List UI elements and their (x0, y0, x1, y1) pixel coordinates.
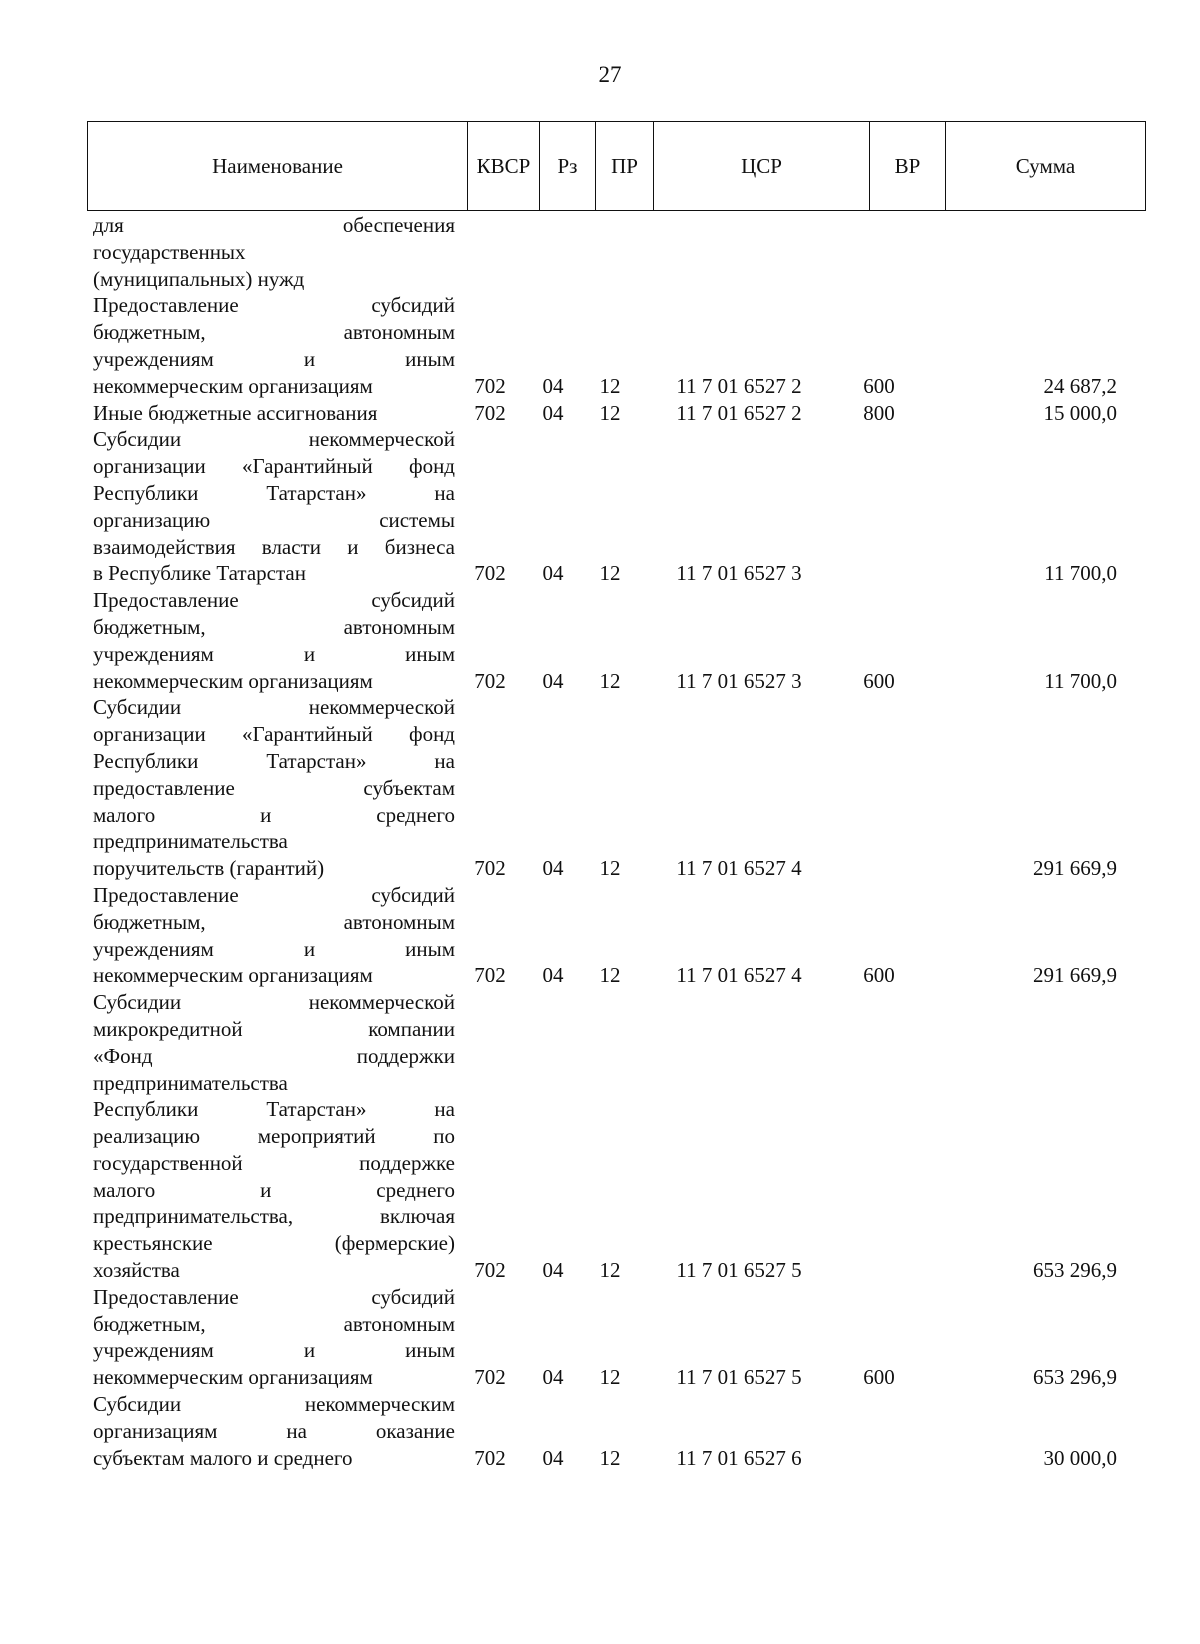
header-csr: ЦСР (654, 122, 870, 211)
page-number: 27 (598, 62, 622, 87)
header-rz: Рз (540, 122, 596, 211)
table-body (93, 212, 1153, 1471)
row-name-line: Предоставление субсидий (93, 293, 455, 318)
row-name-line: Субсидии некоммерческим (93, 1392, 455, 1417)
vr-cell: 600 (863, 668, 895, 693)
row-name-line: учреждениям и иным (93, 936, 455, 961)
pr-cell: 12 (599, 373, 621, 398)
rz-cell: 04 (542, 668, 564, 693)
table-row (93, 212, 1153, 292)
row-name-line: предоставление субъектам (93, 775, 455, 800)
row-name-line: некоммерческим организациям (93, 373, 373, 398)
row-name (93, 694, 455, 882)
csr-cell: 11 7 01 6527 3 (676, 561, 802, 586)
sum-cell: 11 700,0 (1044, 668, 1117, 693)
header-pr: ПР (596, 122, 654, 211)
pr-cell: 12 (599, 1365, 621, 1390)
row-name-line: бюджетным, автономным (93, 320, 455, 345)
kvsr-cell: 702 (474, 373, 506, 398)
sum-cell: 291 669,9 (1033, 856, 1117, 881)
rz-cell: 04 (542, 1258, 564, 1283)
row-name-line: хозяйства (93, 1258, 180, 1283)
row-name-line: некоммерческим организациям (93, 1365, 373, 1390)
header-kvsr: КВСР (468, 122, 540, 211)
row-name-line: некоммерческим организациям (93, 963, 373, 988)
row-name-line: организациям на оказание (93, 1418, 455, 1443)
row-name-line: Республики Татарстан» на (93, 480, 455, 505)
sum-cell: 653 296,9 (1033, 1365, 1117, 1390)
row-name-line: предпринимательства, включая (93, 1204, 455, 1229)
rz-cell: 04 (542, 856, 564, 881)
header-sum: Сумма (946, 122, 1146, 211)
row-name-line: организации «Гарантийный фонд (93, 454, 455, 479)
table-row (93, 587, 1153, 694)
row-name-line: Субсидии некоммерческой (93, 427, 455, 452)
row-name (93, 292, 455, 399)
table-row (93, 989, 1153, 1284)
row-name-line: государственных (93, 239, 246, 264)
vr-cell: 600 (863, 1365, 895, 1390)
rz-cell: 04 (542, 1365, 564, 1390)
row-name-line: некоммерческим организациям (93, 668, 373, 693)
sum-cell: 15 000,0 (1043, 400, 1117, 425)
table-row (93, 882, 1153, 989)
csr-cell: 11 7 01 6527 4 (676, 963, 802, 988)
kvsr-cell: 702 (474, 668, 506, 693)
row-name-line: крестьянские (фермерские) (93, 1231, 455, 1256)
row-name-line: учреждениям и иным (93, 641, 455, 666)
table-row (93, 292, 1153, 399)
row-name (93, 1391, 455, 1471)
row-name (93, 587, 455, 694)
kvsr-cell: 702 (474, 1445, 506, 1470)
sum-cell: 30 000,0 (1043, 1445, 1117, 1470)
row-name-line: Иные бюджетные ассигнования (93, 400, 378, 425)
row-name-line: реализацию мероприятий по (93, 1124, 455, 1149)
header-vr: ВР (870, 122, 946, 211)
sum-cell: 24 687,2 (1043, 373, 1117, 398)
row-name-line: субъектам малого и среднего (93, 1445, 353, 1470)
pr-cell: 12 (599, 1445, 621, 1470)
pr-cell: 12 (599, 561, 621, 586)
row-name-line: организации «Гарантийный фонд (93, 722, 455, 747)
sum-cell: 11 700,0 (1044, 561, 1117, 586)
row-name-line: предпринимательства (93, 829, 288, 854)
row-name-line: бюджетным, автономным (93, 909, 455, 934)
sum-cell: 291 669,9 (1033, 963, 1117, 988)
csr-cell: 11 7 01 6527 6 (676, 1445, 802, 1470)
table-row (93, 400, 1153, 427)
row-name-line: государственной поддержке (93, 1150, 455, 1175)
row-name (93, 1284, 455, 1391)
pr-cell: 12 (599, 856, 621, 881)
row-name-line: Предоставление субсидий (93, 1284, 455, 1309)
row-name-line: взаимодействия власти и бизнеса (93, 534, 455, 559)
row-name-line: микрокредитной компании (93, 1016, 455, 1041)
row-name-line: малого и среднего (93, 802, 455, 827)
kvsr-cell: 702 (474, 1258, 506, 1283)
table-row (93, 694, 1153, 882)
kvsr-cell: 702 (474, 963, 506, 988)
table-row (93, 1284, 1153, 1391)
row-name (93, 212, 455, 292)
header-name: Наименование (88, 122, 468, 211)
rz-cell: 04 (542, 400, 564, 425)
rz-cell: 04 (542, 1445, 564, 1470)
vr-cell: 600 (863, 963, 895, 988)
kvsr-cell: 702 (474, 856, 506, 881)
csr-cell: 11 7 01 6527 2 (676, 400, 802, 425)
csr-cell: 11 7 01 6527 3 (676, 668, 802, 693)
row-name-line: (муниципальных) нужд (93, 266, 305, 291)
row-name-line: бюджетным, автономным (93, 614, 455, 639)
rz-cell: 04 (542, 963, 564, 988)
row-name-line: Республики Татарстан» на (93, 748, 455, 773)
row-name-line: малого и среднего (93, 1177, 455, 1202)
row-name-line: учреждениям и иным (93, 1338, 455, 1363)
row-name-line: Субсидии некоммерческой (93, 990, 455, 1015)
rz-cell: 04 (542, 561, 564, 586)
table-header (87, 121, 1146, 211)
row-name-line: Предоставление субсидий (93, 588, 455, 613)
row-name-line: поручительств (гарантий) (93, 856, 325, 881)
row-name-line: в Республике Татарстан (93, 561, 306, 586)
csr-cell: 11 7 01 6527 4 (676, 856, 802, 881)
rz-cell: 04 (542, 373, 564, 398)
row-name-line: предпринимательства (93, 1070, 288, 1095)
kvsr-cell: 702 (474, 1365, 506, 1390)
csr-cell: 11 7 01 6527 5 (676, 1258, 802, 1283)
pr-cell: 12 (599, 668, 621, 693)
row-name (93, 882, 455, 989)
row-name-line: бюджетным, автономным (93, 1311, 455, 1336)
pr-cell: 12 (599, 963, 621, 988)
table-row (93, 1391, 1153, 1471)
row-name-line: для обеспечения (93, 213, 455, 237)
vr-cell: 800 (863, 400, 895, 425)
kvsr-cell: 702 (474, 400, 506, 425)
row-name-line: организацию системы (93, 507, 455, 532)
row-name-line: Республики Татарстан» на (93, 1097, 455, 1122)
table-row (93, 426, 1153, 587)
row-name-line: «Фонд поддержки (93, 1043, 455, 1068)
row-name-line: Предоставление субсидий (93, 882, 455, 907)
pr-cell: 12 (599, 1258, 621, 1283)
row-name-line: Субсидии некоммерческой (93, 695, 455, 720)
row-name (93, 989, 455, 1284)
row-name (93, 400, 455, 427)
csr-cell: 11 7 01 6527 5 (676, 1365, 802, 1390)
row-name-line: учреждениям и иным (93, 346, 455, 371)
row-name (93, 426, 455, 587)
sum-cell: 653 296,9 (1033, 1258, 1117, 1283)
pr-cell: 12 (599, 400, 621, 425)
kvsr-cell: 702 (474, 561, 506, 586)
vr-cell: 600 (863, 373, 895, 398)
csr-cell: 11 7 01 6527 2 (676, 373, 802, 398)
